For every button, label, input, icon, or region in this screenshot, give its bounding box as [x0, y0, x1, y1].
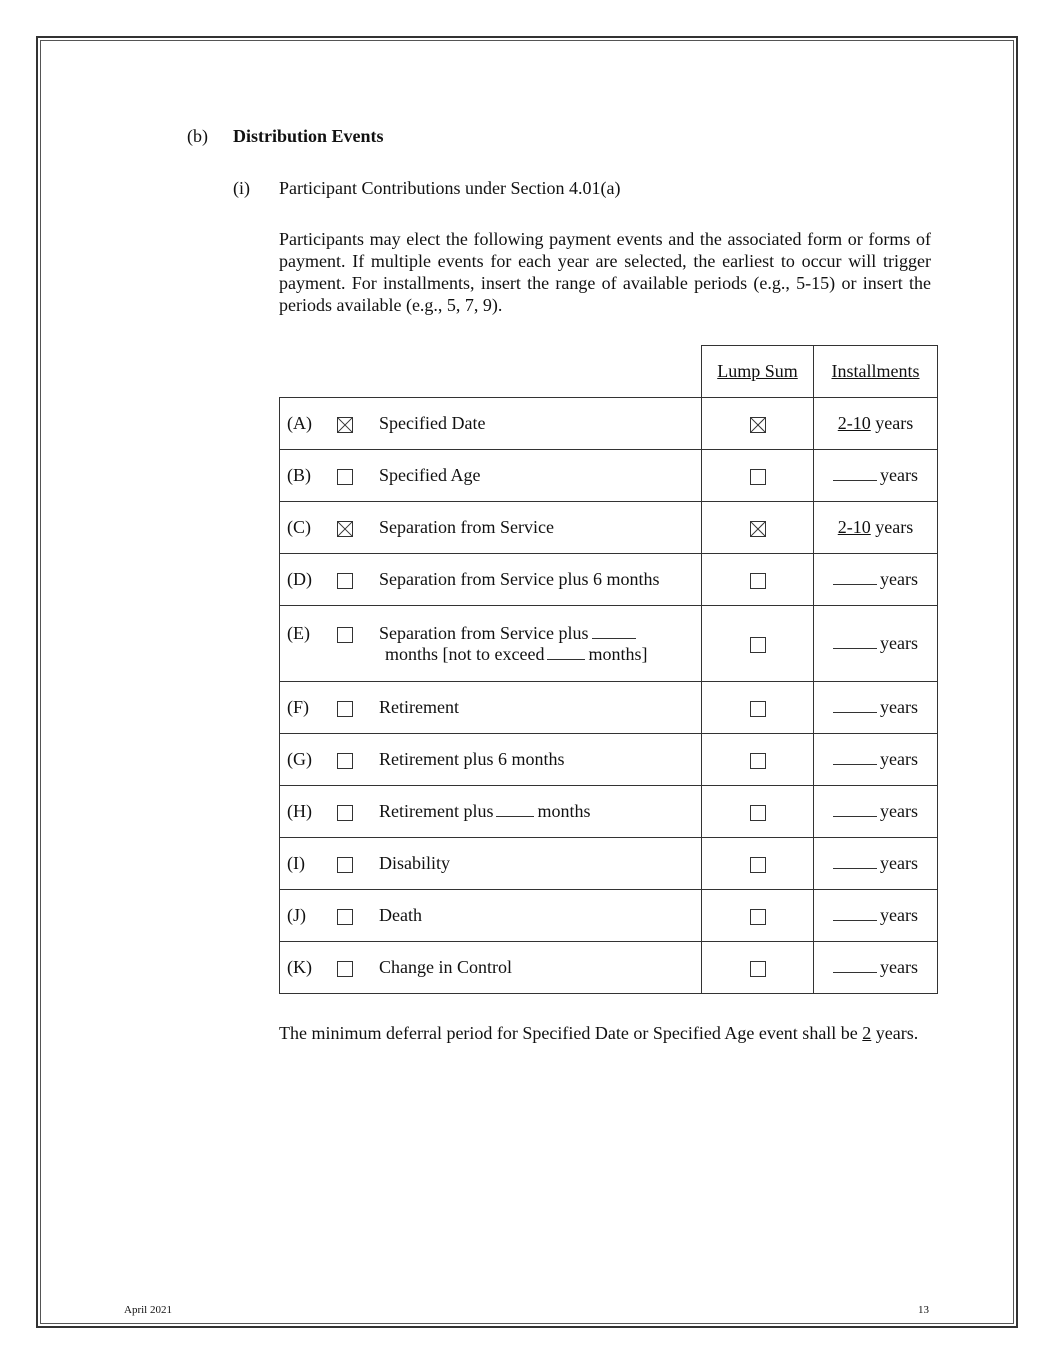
event-checkbox-wrap	[337, 623, 379, 645]
months-blank-field[interactable]	[592, 624, 636, 639]
installments-blank-field[interactable]	[833, 802, 877, 817]
installments-cell	[814, 734, 938, 786]
event-label-text: months	[537, 800, 591, 821]
installments-unit: years	[880, 801, 918, 821]
event-letter: (A)	[287, 412, 312, 433]
installments-value[interactable]: 2-10	[837, 517, 871, 537]
table-body	[280, 398, 938, 994]
empty-checkbox-icon[interactable]	[337, 805, 353, 821]
lump-sum-cell	[702, 502, 814, 554]
event-checkbox-wrap	[337, 801, 379, 823]
installments-blank-field[interactable]	[833, 698, 877, 713]
minimum-deferral-note	[279, 1022, 931, 1044]
event-checkbox-wrap	[337, 465, 379, 487]
installments-unit: years	[880, 905, 918, 925]
lump-sum-cell	[702, 606, 814, 682]
empty-checkbox-icon[interactable]	[750, 469, 766, 485]
installments-unit: years	[880, 853, 918, 873]
event-cell-content	[280, 623, 701, 665]
event-label-line2	[379, 644, 701, 665]
event-cell	[280, 554, 702, 606]
page-number: 13	[918, 1304, 929, 1316]
installments-unit: years	[880, 633, 918, 653]
installments-cell	[814, 786, 938, 838]
lump-sum-cell	[702, 838, 814, 890]
distribution-events-table	[279, 345, 938, 994]
table-row	[280, 838, 938, 890]
event-label	[379, 957, 701, 978]
event-cell-content	[280, 517, 701, 539]
max-months-blank-field[interactable]	[547, 645, 585, 660]
event-label	[379, 801, 701, 822]
event-label-text: Separation from Service plus	[379, 622, 589, 643]
empty-checkbox-icon[interactable]	[337, 857, 353, 873]
event-cell	[280, 734, 702, 786]
section-number: (b)	[187, 126, 208, 146]
header-installments	[814, 346, 938, 398]
table-row	[280, 682, 938, 734]
event-letter: (E)	[287, 622, 310, 643]
installments-blank-field[interactable]	[833, 570, 877, 585]
event-checkbox-wrap	[337, 413, 379, 435]
installments-cell	[814, 682, 938, 734]
minimum-deferral-unit: years.	[871, 1023, 919, 1043]
installments-cell	[814, 554, 938, 606]
event-label-text: Separation from Service	[379, 516, 554, 537]
installments-unit: years	[880, 957, 918, 977]
installments-unit: years	[880, 749, 918, 769]
lump-sum-cell	[702, 682, 814, 734]
checked-checkbox-icon[interactable]	[750, 417, 766, 433]
event-cell-content	[280, 697, 701, 719]
section-title: Distribution Events	[233, 126, 384, 146]
subsection-number: (i)	[233, 178, 250, 198]
event-letter: (B)	[287, 464, 311, 485]
event-label	[379, 853, 701, 874]
installments-blank-field[interactable]	[833, 634, 877, 649]
event-checkbox-wrap	[337, 905, 379, 927]
event-cell-content	[280, 801, 701, 823]
event-cell-content	[280, 413, 701, 435]
event-cell	[280, 450, 702, 502]
table-row	[280, 450, 938, 502]
event-cell-content	[280, 569, 701, 591]
event-letter: (C)	[287, 516, 311, 537]
event-letter: (D)	[287, 568, 312, 589]
event-checkbox-wrap	[337, 517, 379, 539]
empty-checkbox-icon[interactable]	[750, 805, 766, 821]
empty-checkbox-icon[interactable]	[337, 961, 353, 977]
subsection-title: Participant Contributions under Section 4.01(a)	[279, 178, 621, 198]
lump-sum-cell	[702, 942, 814, 994]
minimum-deferral-value[interactable]: 2	[862, 1023, 872, 1043]
checked-checkbox-icon[interactable]	[750, 521, 766, 537]
minimum-deferral-text: The minimum deferral period for Specified Date or Specified Age event shall be	[279, 1023, 863, 1043]
installments-blank-field[interactable]	[833, 750, 877, 765]
table-row	[280, 502, 938, 554]
empty-checkbox-icon[interactable]	[750, 753, 766, 769]
table-row	[280, 554, 938, 606]
installments-blank-field[interactable]	[833, 854, 877, 869]
empty-checkbox-icon[interactable]	[337, 753, 353, 769]
empty-checkbox-icon[interactable]	[750, 909, 766, 925]
event-label	[379, 623, 701, 665]
installments-cell	[814, 890, 938, 942]
empty-checkbox-icon[interactable]	[750, 857, 766, 873]
installments-cell	[814, 398, 938, 450]
event-checkbox-wrap	[337, 569, 379, 591]
installments-unit: years	[875, 413, 914, 433]
event-cell	[280, 942, 702, 994]
event-label	[379, 413, 701, 434]
header-lump-sum	[702, 346, 814, 398]
event-label	[379, 749, 701, 770]
lump-sum-cell	[702, 398, 814, 450]
event-label-text: Separation from Service plus 6 months	[379, 568, 660, 589]
event-letter: (F)	[287, 696, 309, 717]
empty-checkbox-icon[interactable]	[750, 637, 766, 653]
installments-unit: years	[880, 465, 918, 485]
empty-checkbox-icon[interactable]	[337, 909, 353, 925]
event-label-text: Specified Age	[379, 464, 481, 485]
checked-checkbox-icon[interactable]	[337, 521, 353, 537]
event-cell	[280, 838, 702, 890]
table-header-row	[280, 346, 938, 398]
event-cell	[280, 606, 702, 682]
installments-label: Installments	[831, 361, 920, 381]
event-cell-content	[280, 749, 701, 771]
installments-cell	[814, 942, 938, 994]
event-cell	[280, 682, 702, 734]
footer-date: April 2021	[124, 1304, 172, 1316]
event-cell-content	[280, 905, 701, 927]
event-checkbox-wrap	[337, 853, 379, 875]
installments-value[interactable]: 2-10	[837, 413, 871, 433]
header-blank-cell	[280, 346, 702, 398]
event-label	[379, 905, 701, 926]
event-cell-content	[280, 853, 701, 875]
event-label-text: Specified Date	[379, 412, 486, 433]
installments-cell	[814, 450, 938, 502]
table-row	[280, 786, 938, 838]
installments-blank-field[interactable]	[833, 958, 877, 973]
event-cell-content	[280, 957, 701, 979]
months-blank-field[interactable]	[496, 802, 534, 817]
event-checkbox-wrap	[337, 957, 379, 979]
lump-sum-cell	[702, 554, 814, 606]
event-letter: (K)	[287, 956, 312, 977]
installments-blank-field[interactable]	[833, 466, 877, 481]
installments-cell	[814, 838, 938, 890]
event-cell	[280, 890, 702, 942]
installments-unit: years	[880, 697, 918, 717]
table-row	[280, 734, 938, 786]
event-label-text: Retirement	[379, 696, 459, 717]
event-label-text: months]	[588, 643, 648, 664]
lump-sum-cell	[702, 890, 814, 942]
event-cell	[280, 398, 702, 450]
event-cell	[280, 502, 702, 554]
installments-unit: years	[875, 517, 914, 537]
empty-checkbox-icon[interactable]	[337, 573, 353, 589]
empty-checkbox-icon[interactable]	[750, 573, 766, 589]
lump-sum-cell	[702, 734, 814, 786]
table-row	[280, 890, 938, 942]
empty-checkbox-icon[interactable]	[337, 469, 353, 485]
intro-paragraph: Participants may elect the following payment events and the associated form or forms of payment. If multiple events for each year are selected, the earliest to occur will trigger payment. For installments, insert the range of available periods (e.g., 5-15) or insert the periods available (e.g., 5, 7, 9).	[279, 229, 931, 315]
event-label-text: Death	[379, 904, 422, 925]
empty-checkbox-icon[interactable]	[337, 627, 353, 643]
installments-cell	[814, 502, 938, 554]
event-letter: (I)	[287, 852, 305, 873]
event-letter: (G)	[287, 748, 312, 769]
table-row	[280, 398, 938, 450]
table-row	[280, 942, 938, 994]
event-label-text: Retirement plus	[379, 800, 494, 821]
event-checkbox-wrap	[337, 697, 379, 719]
lump-sum-cell	[702, 450, 814, 502]
empty-checkbox-icon[interactable]	[337, 701, 353, 717]
event-label-text: Change in Control	[379, 956, 512, 977]
lump-sum-label: Lump Sum	[717, 361, 798, 381]
event-checkbox-wrap	[337, 749, 379, 771]
event-label-text: Disability	[379, 852, 450, 873]
empty-checkbox-icon[interactable]	[750, 701, 766, 717]
installments-blank-field[interactable]	[833, 906, 877, 921]
event-letter: (J)	[287, 904, 306, 925]
empty-checkbox-icon[interactable]	[750, 961, 766, 977]
event-cell	[280, 786, 702, 838]
installments-cell	[814, 606, 938, 682]
event-label	[379, 697, 701, 718]
event-label-text: months [not to exceed	[385, 643, 545, 664]
table-row	[280, 606, 938, 682]
lump-sum-cell	[702, 786, 814, 838]
event-label	[379, 569, 701, 590]
event-cell-content	[280, 465, 701, 487]
event-label	[379, 517, 701, 538]
installments-unit: years	[880, 569, 918, 589]
event-letter: (H)	[287, 800, 312, 821]
event-label	[379, 465, 701, 486]
checked-checkbox-icon[interactable]	[337, 417, 353, 433]
event-label-text: Retirement plus 6 months	[379, 748, 565, 769]
